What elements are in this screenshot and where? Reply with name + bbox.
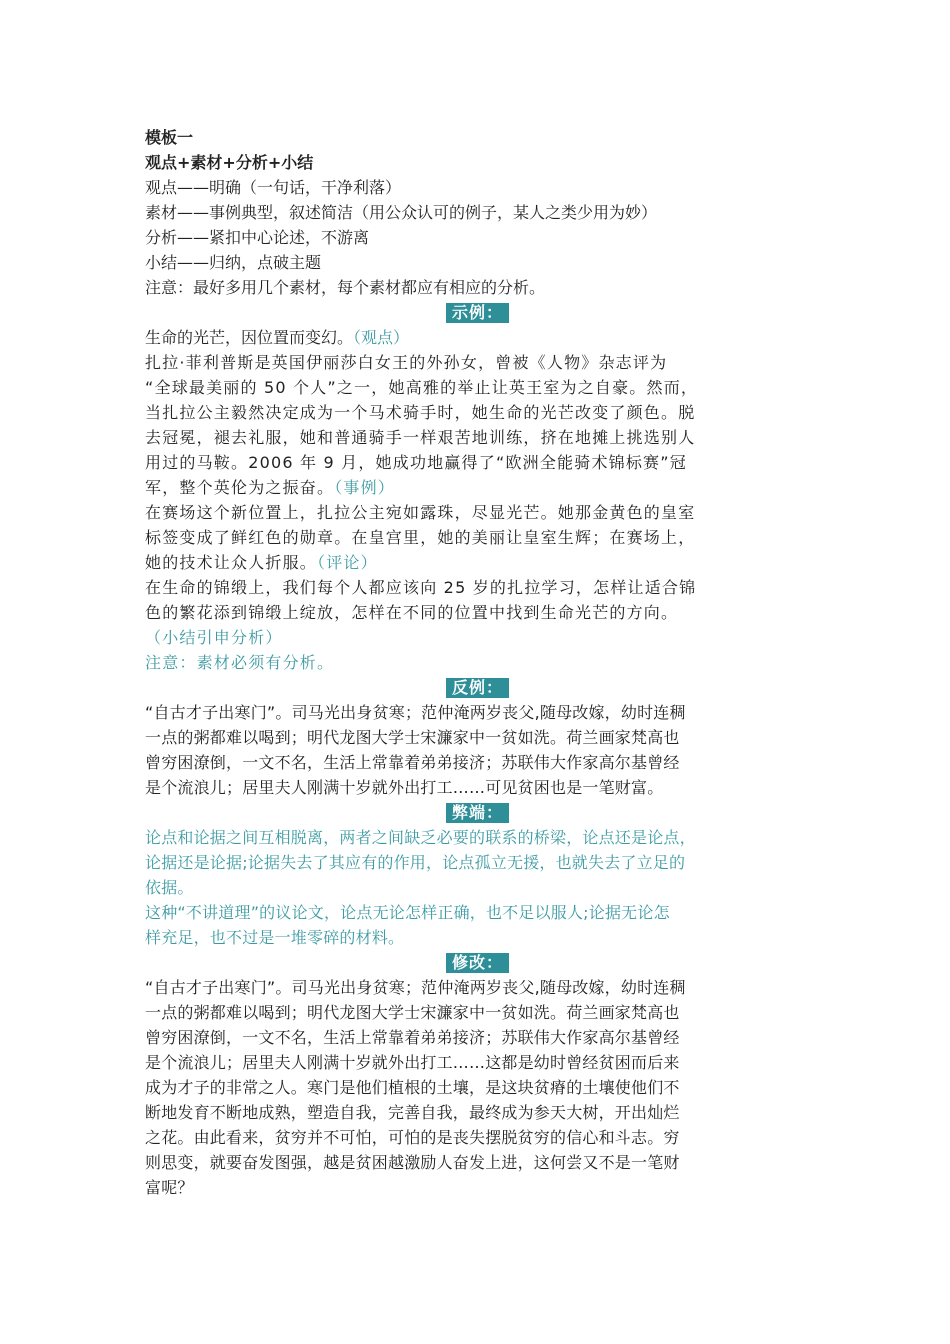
analysis-line: 她的技术让众人折服。（评论） [145, 553, 378, 572]
rule-line: 分析——紧扣中心论述，不游离 [145, 228, 370, 247]
counter-line: “自古才子出寒门”。司马光出身贫寒；范仲淹两岁丧父,随母改嫁，幼时连稠 [145, 703, 686, 722]
revision-line: 成为才子的非常之人。寒门是他们植根的土壤，是这块贫瘠的土壤使他们不 [145, 1078, 680, 1097]
drawback-heading: 弊端： [145, 800, 810, 825]
revision-line: 之花。由此看来，贫穷并不可怕，可怕的是丧失摆脱贫穷的信心和斗志。穷 [145, 1128, 680, 1147]
material-line: 军，整个英伦为之振奋。（事例） [145, 478, 396, 497]
document-content [145, 125, 810, 1200]
template-title: 模板一 [145, 128, 194, 147]
analysis-tag: （评论） [317, 553, 378, 572]
rule-line: 素材——事例典型，叙述简洁（用公众认可的例子，某人之类少用为妙） [145, 203, 658, 222]
drawback-line: 论据还是论据;论据失去了其应有的作用，论点孤立无援，也就失去了立足的 [145, 853, 686, 872]
counter-line: 曾穷困潦倒，一文不名，生活上常靠着弟弟接济；苏联伟大作家高尔基曾经 [145, 753, 680, 772]
revision-line: 曾穷困潦倒，一文不名，生活上常靠着弟弟接济；苏联伟大作家高尔基曾经 [145, 1028, 680, 1047]
material-line: “全球最美丽的 50 个人”之一，她高雅的举止让英王室为之自豪。然而， [145, 378, 699, 397]
drawback-line: 依据。 [145, 878, 194, 897]
material-line: 当扎拉公主毅然决定成为一个马术骑手时，她生命的光芒改变了颜色。脱 [145, 403, 696, 422]
counter-line: 是个流浪儿；居里夫人刚满十岁就外出打工……可见贫困也是一笔财富。 [145, 778, 664, 797]
material-line: 扎拉·菲利普斯是英国伊丽莎白女王的外孙女，曾被《人物》杂志评为 [145, 353, 668, 372]
rule-line: 注意：最好多用几个素材，每个素材都应有相应的分析。 [145, 278, 546, 297]
summary-line: 在生命的锦缎上，我们每个人都应该向 25 岁的扎拉学习，怎样让适合锦 [145, 578, 697, 597]
revision-heading: 修改： [145, 950, 810, 975]
revision-line: 断地发育不断地成熟，塑造自我，完善自我，最终成为参天大树，开出灿烂 [145, 1103, 680, 1122]
material-line: 用过的马鞍。2006 年 9 月，她成功地赢得了“欧洲全能骑术锦标赛”冠 [145, 453, 687, 472]
example-viewpoint: 生命的光芒，因位置而变幻。（观点） [145, 328, 410, 347]
revision-line: 富呢？ [145, 1178, 194, 1197]
revision-line: “自古才子出寒门”。司马光出身贫寒；范仲淹两岁丧父,随母改嫁，幼时连稠 [145, 978, 686, 997]
revision-line: 则思变，就要奋发图强，越是贫困越激励人奋发上进，这何尝又不是一笔财 [145, 1153, 680, 1172]
rule-line: 小结——归纳，点破主题 [145, 253, 322, 272]
summary-tag: （小结引申分析） [145, 628, 283, 647]
drawback-line: 这种“不讲道理”的议论文，论点无论怎样正确，也不足以服人;论据无论怎 [145, 903, 670, 922]
example-heading: 示例： [145, 300, 810, 325]
material-line: 去冠冕，褪去礼服，她和普通骑手一样艰苦地训练，挤在地摊上挑选别人 [145, 428, 696, 447]
rule-line: 观点——明确（一句话，干净利落） [145, 178, 402, 197]
analysis-line: 标签变成了鲜红色的勋章。在皇宫里，她的美丽让皇室生辉；在赛场上， [145, 528, 696, 547]
analysis-line: 在赛场这个新位置上，扎拉公主宛如露珠，尽显光芒。她那金黄色的皇室 [145, 503, 696, 522]
revision-line: 一点的粥都难以喝到；明代龙图大学士宋濂家中一贫如洗。荷兰画家梵高也 [145, 1003, 680, 1022]
example-note: 注意：素材必须有分析。 [145, 653, 335, 672]
drawback-line: 样充足，也不过是一堆零碎的材料。 [145, 928, 405, 947]
counter-heading: 反例： [145, 675, 810, 700]
drawback-line: 论点和论据之间互相脱离，两者之间缺乏必要的联系的桥梁，论点还是论点， [145, 828, 696, 847]
structure-formula: 观点+素材+分析+小结 [145, 153, 314, 172]
counter-line: 一点的粥都难以喝到；明代龙图大学士宋濂家中一贫如洗。荷兰画家梵高也 [145, 728, 680, 747]
revision-line: 是个流浪儿；居里夫人刚满十岁就外出打工……这都是幼时曾经贫困而后来 [145, 1053, 680, 1072]
material-tag: （事例） [334, 478, 396, 497]
viewpoint-tag: （观点） [353, 328, 410, 347]
summary-line: 色的繁花添到锦缎上绽放，怎样在不同的位置中找到生命光芒的方向。 [145, 603, 679, 622]
